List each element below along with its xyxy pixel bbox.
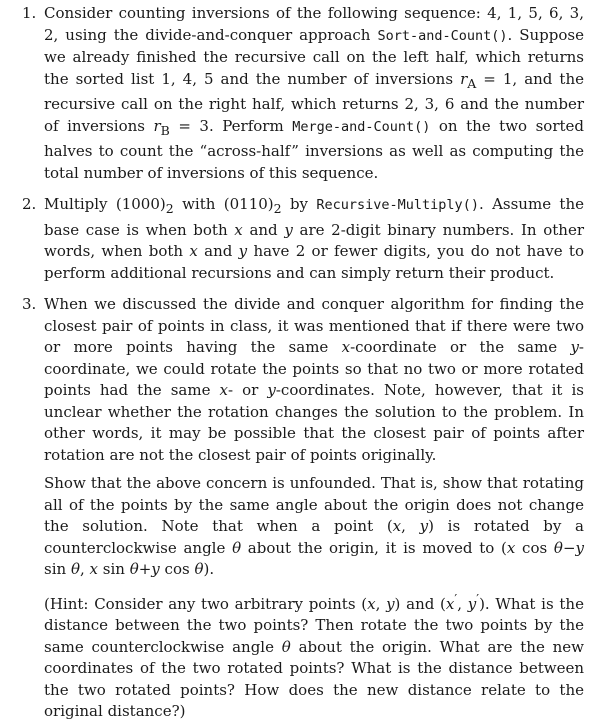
math-symbol: θ — [129, 560, 139, 578]
text-run: on the two sorted halves to count the “across-half” inversions as well as computing the total number of inversions of this sequence. — [44, 116, 584, 182]
math-superscript: ′ — [476, 590, 480, 606]
text-run: ). — [203, 560, 215, 578]
text-run: , — [401, 517, 420, 535]
math-symbol: x — [219, 381, 228, 399]
problem-paragraph — [44, 3, 584, 184]
math-symbol: y — [238, 242, 248, 260]
text-run: -coordinate or the same — [350, 338, 571, 356]
text-run: and — [242, 220, 285, 239]
text-run: -coordinate, we could rotate the points so that no two or more rotated points had the same — [44, 338, 584, 399]
math-symbol: x — [234, 220, 243, 239]
text-run: sin — [97, 560, 130, 578]
text-run: ). What is the distance between the two points? Then rotate the two points by the same counterclockwise angle — [44, 594, 584, 656]
math-symbol: y — [386, 594, 395, 613]
problem-number: 1. — [22, 4, 37, 22]
code-function-name: Merge-and-Count() — [292, 118, 431, 135]
text-run: with (0110) — [173, 195, 274, 213]
text-run: cos — [515, 538, 554, 557]
math-symbol: θ — [194, 560, 204, 578]
math-symbol: x — [341, 338, 351, 356]
problem-paragraph — [44, 473, 584, 581]
text-run: have 2 or fewer digits, you do not have to perform additional recursions and can simply return their product. — [44, 242, 584, 282]
text-run: . Assume the base case is when both — [44, 195, 584, 239]
text-run: ) is rotated by a counterclockwise angle — [44, 517, 584, 557]
text-run: , — [375, 594, 387, 613]
math-symbol: y — [467, 594, 477, 613]
math-symbol: x — [89, 560, 98, 578]
math-symbol: θ — [70, 560, 80, 578]
text-run: about the origin. What are the new coordinates of the two rotated points? What is the distance between the two rotated points? How does the new distance relate to the original distance?) — [44, 637, 584, 720]
math-symbol: θ — [232, 538, 242, 557]
math-symbol: y — [575, 538, 584, 557]
math-symbol: x — [367, 594, 376, 613]
math-symbol: y — [267, 381, 276, 399]
math-symbol: r — [460, 69, 468, 88]
text-run: Multiply (1000) — [44, 195, 166, 213]
math-subscript: A — [467, 75, 477, 91]
text-run: = 3. Perform — [169, 116, 293, 135]
text-run: When we discussed the divide and conquer algorithm for finding the closest pair of points in class, it was mentioned that if there were two or more points having the same — [44, 295, 584, 356]
problem-3 — [22, 294, 584, 723]
text-run: Consider counting inversions of the following sequence: 4, 1, 5, 6, 3, 2, using the divide-and-conquer approach — [44, 4, 584, 44]
problem-number: 2. — [22, 195, 37, 213]
math-symbol: x — [445, 594, 455, 613]
text-run: and — [197, 242, 239, 260]
problem-paragraph — [44, 294, 584, 466]
text-run: , — [79, 560, 90, 578]
text-run: − — [562, 538, 576, 557]
problem-1 — [22, 3, 584, 184]
problem-body — [44, 294, 584, 723]
text-run: are 2-digit binary numbers. In other words, when both — [44, 220, 584, 260]
text-run: (Hint: Consider any two arbitrary points ( — [44, 594, 368, 613]
text-run: cos — [159, 560, 195, 578]
text-run: ) and ( — [394, 594, 446, 613]
math-symbol: y — [151, 560, 160, 578]
text-run: -coordinates. Note, however, that it is unclear whether the rotation changes the solution to the problem. In other words, it may be possible that the closest pair of points after rotation are not the closest pair of points originally. — [44, 381, 585, 464]
problem-body — [44, 194, 584, 284]
problem-2 — [22, 194, 584, 284]
text-run: = 1, and the recursive call on the right half, which returns 2, 3, 6 and the number of inversions — [44, 69, 584, 135]
code-function-name: Sort-and-Count() — [377, 27, 508, 44]
text-run: - or — [227, 381, 268, 399]
math-symbol: y — [570, 338, 579, 356]
math-symbol: θ — [553, 538, 563, 557]
problem-paragraph — [44, 194, 584, 284]
text-run: about the origin, it is moved to ( — [241, 538, 507, 557]
math-symbol: r — [153, 116, 161, 135]
math-symbol: y — [284, 220, 293, 239]
text-run: by — [281, 195, 317, 213]
math-subscript: 2 — [273, 201, 282, 216]
text-run: . Suppose we already finished the recursive call on the left half, which returns the sorted list 1, 4, 5 and the number of inversions — [44, 25, 584, 88]
problem-body — [44, 3, 584, 184]
text-run: Show that the above concern is unfounded. That is, show that rotating all of the points by the same angle about the origin does not change the solution. Note that when a point ( — [44, 474, 584, 535]
math-subscript: B — [160, 122, 170, 138]
math-symbol: x — [506, 538, 516, 557]
hint-paragraph — [44, 588, 584, 723]
math-superscript: ′ — [454, 590, 458, 606]
text-run: sin — [44, 560, 71, 578]
problem-number: 3. — [22, 295, 37, 313]
text-run: , — [457, 594, 468, 613]
text-run: + — [138, 560, 152, 578]
math-symbol: x — [189, 242, 198, 260]
code-function-name: Recursive-Multiply() — [316, 197, 479, 213]
math-subscript: 2 — [165, 201, 174, 216]
math-symbol: y — [419, 517, 429, 535]
math-symbol: θ — [281, 637, 291, 656]
math-symbol: x — [392, 517, 402, 535]
